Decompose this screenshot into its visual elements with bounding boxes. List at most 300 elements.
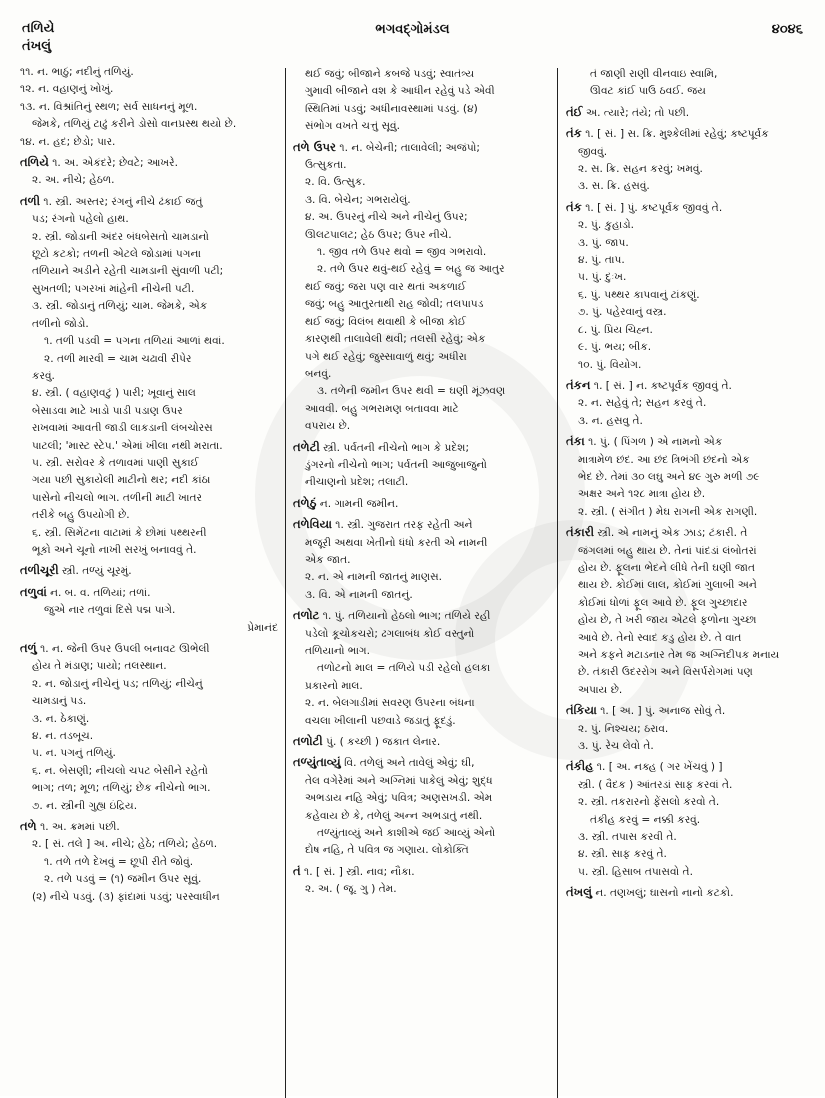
entry-text: ૧. [ સં. ] ન. કષ્ટપૂર્વક જીવવું તે. [590,379,732,392]
dictionary-entry-line [293,881,551,898]
headword: તંકન [566,377,591,392]
dictionary-entry-line [20,211,278,228]
entry-text: ૩. સ્ત્રી. તપાસ કરવી તે. [578,831,677,844]
entry-text: વપરાય છે. [305,420,351,433]
entry-text: સ્થિતિમાં પડવું; અધીનાવસ્થામાં પડવું. (૪) [305,102,478,115]
dictionary-entry-line [20,542,278,559]
headword: તંક [566,126,582,141]
dictionary-entry-line [20,281,278,298]
dictionary-entry-line [566,647,811,664]
headword: તંકીહ [566,759,594,774]
entry-text: ૨. તળે પડવું = (૧) જમીન ઉપર સૂવું. [44,873,202,886]
dictionary-entry-line [20,728,278,745]
dictionary-entry-line [566,486,811,503]
dictionary-entry-line [20,81,278,98]
dictionary-entry-line [293,279,551,296]
dictionary-entry-headword-line [566,884,811,902]
dictionary-entry-line [293,825,551,842]
entry-text: ૫. પું. દુઃખ. [578,271,627,284]
entry-text: સ્ત્રી. ( વૈદક ) આંતરડાં સાફ કરવાં તે. [578,778,733,791]
entry-text: ૧૧. ન. ભાઠું; નદીનું તળિયું. [20,66,134,78]
dictionary-entry-headword-line [293,607,551,625]
dictionary-entry-line [20,351,278,368]
headword: તળી [20,193,41,208]
headword: તળિયે [20,155,49,170]
dictionary-entry-headword-line [293,139,551,157]
entry-text: ભૂકો અને ચૂનો નાખી સરખું બનાવવું તે. [32,543,197,556]
entry-text: પડેલો કૂચોકચરો; ઢગલાબંધ કોઈ વસ્તુનો [305,627,475,640]
dictionary-entry-headword-line [20,640,278,658]
dictionary-entry-line [20,525,278,542]
dictionary-entry-line [20,871,278,888]
dictionary-entry-line [20,333,278,350]
dictionary-entry-headword-line [293,863,551,881]
guide-word-first: તળિયે [22,21,55,36]
entry-text: ૨. અ. નીચે; હેઠળ. [32,174,115,187]
dictionary-entry-line [566,664,811,681]
dictionary-entry-line [566,469,811,486]
entry-text: ૧. અ. ક્રમમાં પછી. [36,821,120,834]
entry-text: ૧. [ અ. નક્હ ( ગર ખેંચવું ) ] [593,761,723,774]
entry-text: છૂટો કટકો; તળની એટલે જોડામાં પગના [32,248,201,261]
dictionary-entry-line [566,738,811,755]
entry-text: અભડાય નહિ એવું; પવિત્ર; અણસખડી. એમ [305,792,493,805]
dictionary-entry-line [293,552,551,569]
entry-text: ગુમાવી બીજાને વશ કે આધીન રહેવું પડે એવી [305,85,495,98]
dictionary-entry-line [293,331,551,348]
headword: તળોટ [293,608,320,623]
entry-text: અને કફને મટાડનાર તેમ જ અગ્નિદીપક મનાય [578,649,780,661]
dictionary-entry-line [20,298,278,315]
entry-text: ૨. તળી મારવી = ચામ ચઢાવી રીપેર [44,352,192,365]
entry-text: અપાય છે. [578,683,623,696]
entry-text: આવે છે. તેનો સ્વાદ કડુ હોય છે. તે વાત [578,631,742,644]
entry-text: ૧૪. ન. હદ; છેડો; પાર. [20,135,116,148]
dictionary-entry-headword-line [20,154,278,172]
dictionary-entry-line [20,798,278,815]
dictionary-entry-line [293,366,551,383]
page-number: ૪૦૪૬ [771,22,803,37]
headword: તળું [20,641,37,655]
entry-text: ૫. સ્ત્રી. સરોવર કે તળાવમાં પાણી સુકાઈ [32,456,199,469]
entry-text: ૭. પું. પહેરવાનું વસ્ત્ર. [578,306,667,319]
dictionary-entry-line [566,794,811,811]
dictionary-entry-line [566,339,811,356]
entry-text: ૩. સ. ક્રિ. હસવું. [578,180,650,193]
headword: તંઈ [566,104,583,119]
entry-text: ૨. ન. જોડાનું નીચેનું પડ; તળિયું; નીચેનું [32,677,203,690]
entry-text: ન. ગામની જમીન. [316,497,399,510]
dictionary-entry-line [293,174,551,191]
dictionary-entry-line [293,227,551,244]
entry-text: ૪. ન. તડબૂચ. [32,730,94,743]
column-divider [557,68,558,1098]
dictionary-entry-headword-line [566,758,811,776]
dictionary-entry-line [293,695,551,712]
entry-text: તં જાણી રાણી વીનવાઇ સ્વામિ, [590,68,718,80]
dictionary-entry-line [566,235,811,252]
dictionary-entry-line [293,842,551,859]
entry-text: હોય છે, તે ખરી જાય એટલે ફળોના ગુચ્છા [578,614,757,627]
dictionary-entry-line [20,711,278,728]
dictionary-entry-line [566,829,811,846]
entry-text: જવું; બહુ આતુરતાથી રાહ જોવી; તલપાપડ [305,298,484,311]
dictionary-entry-headword-line [566,377,811,395]
entry-text: ૧૦. પું. વિયોગ. [578,358,642,371]
entry-text: ૪. પું. તાપ. [578,254,625,267]
dictionary-entry-headword-line [566,433,811,451]
entry-text: ૨. વિ. ઉત્સુક. [305,176,366,189]
dictionary-entry-line [566,864,811,881]
dictionary-entry-headword-line [293,495,551,513]
dictionary-entry-line [566,395,811,412]
entry-text: ૩. તળેની જમીન ઉપર થવી = ઘણી મૂંઝવણ [317,385,506,398]
dictionary-entry-headword-line [566,125,811,143]
dictionary-entry-line [566,287,811,304]
entry-text: ૧. અ. એકંદરે; છેવટે; આખરે. [48,157,178,170]
dictionary-entry-line [293,587,551,604]
dictionary-entry-line [293,660,551,677]
entry-text: (૨) નીચે પડવું. (૩) ફાંદામાં પડવું; પરસ્વાધીન [32,890,220,903]
entry-text: તળ્યુંતાવ્યું અને કાશીએ જઈ આવ્યું એનો [317,827,496,840]
entry-text: કહેવાય છે કે, તળેલું અન્ન અભડાતું નથી. [305,809,483,822]
dictionary-entry-line [566,178,811,195]
entry-text: ભાગ; તળ; મૂળ; તળિયું; છેક નીચેનો ભાગ. [32,782,211,795]
entry-text: ૧. [ સં. ] પું. કષ્ટપૂર્વક જીવવું તે. [581,201,723,214]
dictionary-entry-line [20,116,278,133]
dictionary-entry-line [20,620,278,637]
dictionary-entry-line [566,217,811,234]
headword: તળે [20,819,37,834]
entry-text: રાખવામાં આવતી જાડી લાકડાની લંબચોરસ [32,422,213,435]
dictionary-entry-line [293,118,551,135]
dictionary-entry-line [293,261,551,278]
entry-text: અ. ત્યારે; તંયે; તો પછી. [582,106,690,119]
entry-text: થઈ જવું; બીજાને કબજે પડવું; સ્વાતંત્ર્ય [305,68,475,80]
dictionary-entry-headword-line [20,818,278,836]
dictionary-entry-line [20,172,278,189]
entry-text: તળોટનો માલ = તળિયે પડી રહેલો હલકા [317,662,491,675]
entry-text: હોય છે. ફૂલના ભેદને લીધે તેની ઘણી જાત [578,561,755,574]
entry-text: માત્રામેળ છંદ. આ છંદ ત્રિભંગી છંદનો એક [578,453,750,466]
entry-text: થઈ જવું; જરા પણ વાર થતાં અકળાઈ [305,280,467,293]
dictionary-entry-line [566,83,811,100]
entry-text: ૨. સ. ક્રિ. સહન કરવું; ખમવું. [578,163,703,176]
dictionary-entry-line [20,263,278,280]
guide-word-last: તંખલું [22,39,52,54]
dictionary-entry-line [566,304,811,321]
dictionary-entry-headword-line [293,733,551,751]
entry-text: આવવી. બહુ ગભરામણ બતાવવા માટે [305,402,459,415]
dictionary-entry-line [20,602,278,619]
headword: તળ્યુંતાવ્યું [293,755,341,770]
entry-text: ૭. ન. સ્ત્રીની ગુહ્ય ઇંદ્રિય. [32,799,138,812]
entry-text: મજૂરી અથવા ખેતીનો ધંધો કરતી એ નામની [305,536,488,549]
entry-text: થાય છે. કોઈમાં લાલ, કોઈમાં ગુલાબી અને [578,579,757,592]
dictionary-entry-line [20,246,278,263]
dictionary-entry-line [20,658,278,675]
entry-text: પગે થઈ રહેવું; જુસ્સાવાળું થવું; અધીરા [305,350,467,363]
entry-text: ૬. પું. પથ્થર કાપવાનું ટાંકણું. [578,288,700,301]
entry-text: સ્ત્રી. એ નામનું એક ઝાડ; ટંકારી. તે [594,527,748,540]
entry-text: ઉત્સુકતા. [305,159,347,172]
dictionary-entry-line [20,854,278,871]
dictionary-entry-line [20,693,278,710]
headword: તળેટી [293,439,320,454]
dictionary-entry-line [566,846,811,863]
entry-text: તળીનો જોડો. [32,317,89,330]
headword: તળેઠું [293,495,317,510]
entry-text: ૩. ન. હસવુ તે. [578,414,643,427]
dictionary-entry-line [566,452,811,469]
entry-text: ૪. સ્ત્રી. સાફ કરવું તે. [578,848,667,861]
entry-text: ૨. સ્ત્રી. તકરારનો ફેંસલો કરવો તે. [578,796,720,809]
headword: તળુવાં [20,584,47,599]
entry-text: ૧. [ અ. ] પું. અનાજ સોવું તે. [596,705,726,718]
dictionary-entry-line [20,780,278,797]
entry-text: ઊવટ કાંઈ પાઉ ઠવઈ. જય [590,85,706,98]
headword: તંકારી [566,525,595,540]
entry-text: ૬. સ્ત્રી. સિમેંટના વાટામાં કે છોમાં પથ્થરની [32,526,207,539]
dictionary-entry-line [293,192,551,209]
dictionary-entry-line [20,99,278,116]
dictionary-entry-line [566,560,811,577]
dictionary-entry-headword-line [20,562,278,580]
entry-text: જીવવું. [578,145,608,158]
entry-text: સુખતળી; પગરખાં માંહેની નીચેની પટી. [32,282,195,295]
entry-text: ૩. ન. ઠેકાણું. [32,712,90,725]
dictionary-entry-line [293,314,551,331]
headword: તળોટી [293,734,323,749]
dictionary-entry-line [293,209,551,226]
dictionary-entry-line [20,438,278,455]
entry-text: ૯. પું. ભય; બીક. [578,341,652,354]
dictionary-entry-line [566,269,811,286]
headword: તંક [566,199,582,214]
dictionary-entry-line [293,773,551,790]
headword: તંકિયા [566,703,597,718]
entry-text: જંગલમાં બહુ થાય છે. તેનાં પાંદડાં લંબોતરાં [578,544,757,557]
dictionary-entry-line [566,357,811,374]
entry-text: પડ; રંગનો પહેલો હાથ. [32,213,129,226]
dictionary-entry-line [293,457,551,474]
entry-text: ૧. પું. ( પિંગળ ) એ નામનો એક [584,436,723,449]
dictionary-entry-line [293,626,551,643]
entry-text: અક્ષર અને ૧૨૮ માત્રા હોય છે. [578,488,706,501]
dictionary-entry-headword-line [293,754,551,772]
entry-text: ૬. ન. બેસણી; નીચલો ચપટ બેસીને રહેતો [32,764,208,777]
headword: તળીચૂરી [20,563,59,578]
entry-text: તંકીહ કરવું = નક્કી કરવું. [590,813,701,826]
dictionary-entry-line [566,504,811,521]
dictionary-entry-line [20,368,278,385]
dictionary-entry-line [20,745,278,762]
dictionary-entry-headword-line [566,702,811,720]
entry-text: તેલ વગેરેમાં અને અગ્નિમાં પાકેલું એવું; શુદ્ધ [305,774,493,787]
dictionary-entry-line [293,569,551,586]
dictionary-entry-line [566,682,811,699]
entry-text: તળિયાને અડીને રહેતી ચામડાની સુંવાળી પટી; [32,265,224,278]
dictionary-entry-line [566,322,811,339]
entry-text: ડુંગરનો નીચેનો ભાગ; પર્વતની આજુબાજુનો [305,458,487,471]
dictionary-entry-line [20,676,278,693]
dictionary-entry-headword-line [566,104,811,122]
text-column-2 [293,66,551,899]
dictionary-entry-line [566,630,811,647]
entry-text: બનવું. [305,367,332,380]
dictionary-entry-line [293,713,551,730]
dictionary-entry-line [20,229,278,246]
entry-text: ૧. સ્ત્રી. અસ્તર; રંગનું નીચે ઢંકાઈ જતું [40,195,203,208]
entry-text: ૧૩. ન. વિશ્રાંતિનું સ્થળ; સર્વ સાધનનું મૂળ. [20,100,198,113]
dictionary-entry-line [566,66,811,83]
headword: તળેવિયા [293,517,332,532]
entry-text: ૩. વિ. એ નામની જાતનું. [305,588,413,601]
entry-text: ચામડાનું પડ. [32,695,87,708]
dictionary-entry-headword-line [293,439,551,457]
dictionary-entry-line [293,349,551,366]
entry-text: હોય તે મંડાણ; પાયો; તલસ્થાન. [32,660,167,673]
dictionary-entry-line [293,678,551,695]
entry-text: ૨. પું. કુહાડો. [578,219,635,232]
headword: તળે ઉપર [293,139,337,154]
entry-text: ૧. [ સં. ] સ્ત્રી. નાવ; નૌકા. [300,865,415,878]
entry-text: ૧. ન. બેચેની; તાલાવેલી; અજંપો; [336,141,480,154]
dictionary-entry-line [20,889,278,906]
dictionary-entry-line [293,808,551,825]
headword: તંખલું [566,885,592,900]
dictionary-entry-line [20,385,278,402]
entry-text: વિ. તળેલું અને તાવેલું એવું; ઘી, [340,757,475,770]
dictionary-entry-headword-line [566,524,811,542]
entry-text: ૨. ન. બેલગાડીમાં સવરણ ઉપરના બંધના [305,697,475,710]
entry-text: ૨. અ. ( જૂ. ગુ ) તેમ. [305,883,397,896]
text-column-1 [20,64,278,906]
dictionary-entry-line [566,252,811,269]
entry-text: ૩. પું. રેચ લેવો તે. [578,740,654,753]
entry-text: જુએ નાર તળુવાં દિસે પદ્મ પાગે. [44,604,176,617]
entry-text: ૧. સ્ત્રી. ગુજરાત તરફ રહેતી અને [331,519,473,532]
entry-text: કારણથી તાલાવેલી થવી; તલસી રહેવું; એક [305,333,486,346]
dictionary-entry-line [566,812,811,829]
dictionary-entry-line [293,418,551,435]
entry-text: નીચાણનો પ્રદેશ; તલાટી. [305,476,409,489]
entry-text: ૨. પું. નિશ્ચય; ઠરાવ. [578,722,669,735]
entry-text: સ્ત્રી. તળ્યું ચૂરમું. [58,565,132,578]
entry-text: ૫. સ્ત્રી. હિસાબ તપાસવો તે. [578,865,693,878]
headword: તં [293,863,301,878]
entry-text: ૪. સ્ત્રી. ( વહાણવટું ) પારી; ખૂવાનું સાલ [32,387,196,400]
dictionary-entry-line [566,161,811,178]
entry-text: છે. તંકારી ઉદરરોગ અને વિસર્પરોગમાં પણ [578,666,753,679]
entry-text: ૧. ન. જેની ઉપર ઉપલી બનાવટ ઊભેલી [36,643,210,655]
dictionary-entry-line [20,420,278,437]
entry-text: ગયા પછી સુકાયેલી માટીનો થર; નદી કાંઠા [32,474,211,487]
dictionary-entry-line [20,134,278,151]
entry-text: ૧. તળી પડવી = પગના તળિયાં આળાં થવાં. [44,335,225,348]
dictionary-entry-line [293,296,551,313]
dictionary-entry-line [566,612,811,629]
entry-text: તરીકે બહુ ઉપયોગી છે. [32,509,130,522]
entry-text: પાસેનો નીચલો ભાગ. તળીની માટી ખાતર [32,491,202,504]
page-title: ભગવદ્ગોમંડલ [375,22,450,37]
dictionary-entry-line [566,777,811,794]
dictionary-entry-headword-line [293,516,551,534]
entry-text: ભેદ છે. તેમાં ૩૦ લઘુ અને ૪૯ ગુરુ મળી ૭૯ [578,470,760,483]
entry-text: ૪. અ. ઉપરનું નીચે અને નીચેનું ઉપર; [305,211,468,224]
entry-text: બેસાડવા માટે ખાડો પાડી પડાણ ઉપર [32,404,183,417]
entry-text: સંભોગ વખતે ચત્તું સૂવું. [305,120,400,133]
entry-text: ૧. [ સં. ] સ. ક્રિ. મુશ્કેલીમાં રહેવું; કષ્ટપૂર્વક [581,128,769,141]
dictionary-entry-line [293,83,551,100]
dictionary-entry-line [20,64,278,81]
entry-text: દોષ નહિ, તે પવિત્ર જ ગણાય. લોકોક્તિ [305,844,469,857]
entry-text: થઈ જવું; વિલંબ થવાથી કે બીજા કોઈ [305,315,467,328]
dictionary-entry-line [20,455,278,472]
entry-text: ન. બ. વ. તળિયાં; તળાં. [46,586,151,599]
dictionary-entry-line [293,66,551,83]
dictionary-entry-line [293,244,551,261]
entry-text: પ્રેમાનંદ [247,621,278,634]
entry-text: ૧. તળે તળે દેખવું = છૂપી રીતે જોવું. [44,855,194,868]
dictionary-entry-line [20,763,278,780]
dictionary-entry-line [293,535,551,552]
dictionary-entry-line [293,383,551,400]
entry-text: પું. ( કચ્છી ) જકાત લેનાર. [322,736,441,749]
dictionary-entry-line [566,144,811,161]
dictionary-entry-line [293,401,551,418]
entry-text: ૧. જીવ તળે ઉપર થવો = જીવ ગભરાવો. [317,246,487,259]
dictionary-entry-line [20,507,278,524]
dictionary-entry-line [20,403,278,420]
entry-text: ૩. પું. જાપ. [578,236,629,249]
dictionary-entry-headword-line [20,584,278,602]
dictionary-entry-line [293,101,551,118]
entry-text: ૩. વિ. બેચેન; ગભરાયેલું. [305,193,411,206]
headword: તંકા [566,434,585,449]
entry-text: કરવું. [32,369,55,382]
dictionary-entry-headword-line [566,199,811,217]
entry-text: ૩. સ્ત્રી. જોડાનું તળિયું; ચામ. જેમકે, એક [32,300,208,313]
entry-text: તળિયાનો ભાગ. [305,645,371,657]
entry-text: ૨. સ્ત્રી. જોડાની અંદર બંધબેસતો ચામડાનો [32,230,209,243]
dictionary-entry-line [20,472,278,489]
dictionary-entry-line [293,643,551,660]
entry-text: જેમકે, તળિયું ટાઢું કરીને ડોસો વાનપ્રસ્થ થયો છે. [32,118,237,131]
entry-text: કોઈમાં ધોળાં ફૂલ આવે છે. ફૂલ ગુચ્છાદાર [578,596,748,609]
dictionary-entry-line [293,474,551,491]
entry-text: પાટલી; 'માસ્ટ સ્ટેપ.' એમાં ખીલા નથી મરાતા. [32,439,223,452]
entry-text: પ્રકારનો માલ. [305,679,363,692]
entry-text: ઊલટપાલટ; હેઠ ઉપર; ઉપર નીચે. [305,228,452,241]
dictionary-entry-line [566,595,811,612]
dictionary-entry-line [20,490,278,507]
text-column-3 [566,66,811,903]
entry-text: ૫. ન. પગનું તળિયું. [32,747,116,760]
entry-text: ૨. ન. એ નામની જાતનું માણસ. [305,571,443,584]
entry-text: ૮. પું. પ્રિય ચિહ્ન. [578,323,653,336]
dictionary-entry-line [566,577,811,594]
dictionary-entry-line [566,721,811,738]
dictionary-entry-line [293,790,551,807]
column-divider [285,68,286,1098]
entry-text: ૨. સ્ત્રી. ( સંગીત ) મેઘ રાગની એક રાગણી. [578,505,758,518]
dictionary-entry-headword-line [20,193,278,211]
entry-text: ૨. [ સં. તલે ] અ. નીચે; હેઠે; તળિયે; હેઠળ. [32,838,218,851]
entry-text: સ્ત્રી. પર્વતની નીચેનો ભાગ કે પ્રદેશ; [319,441,470,454]
entry-text: એક જાત. [305,553,351,566]
entry-text: ૧. પું. તળિયાનો હેઠલો ભાગ; તળિયે રહી [319,610,491,623]
